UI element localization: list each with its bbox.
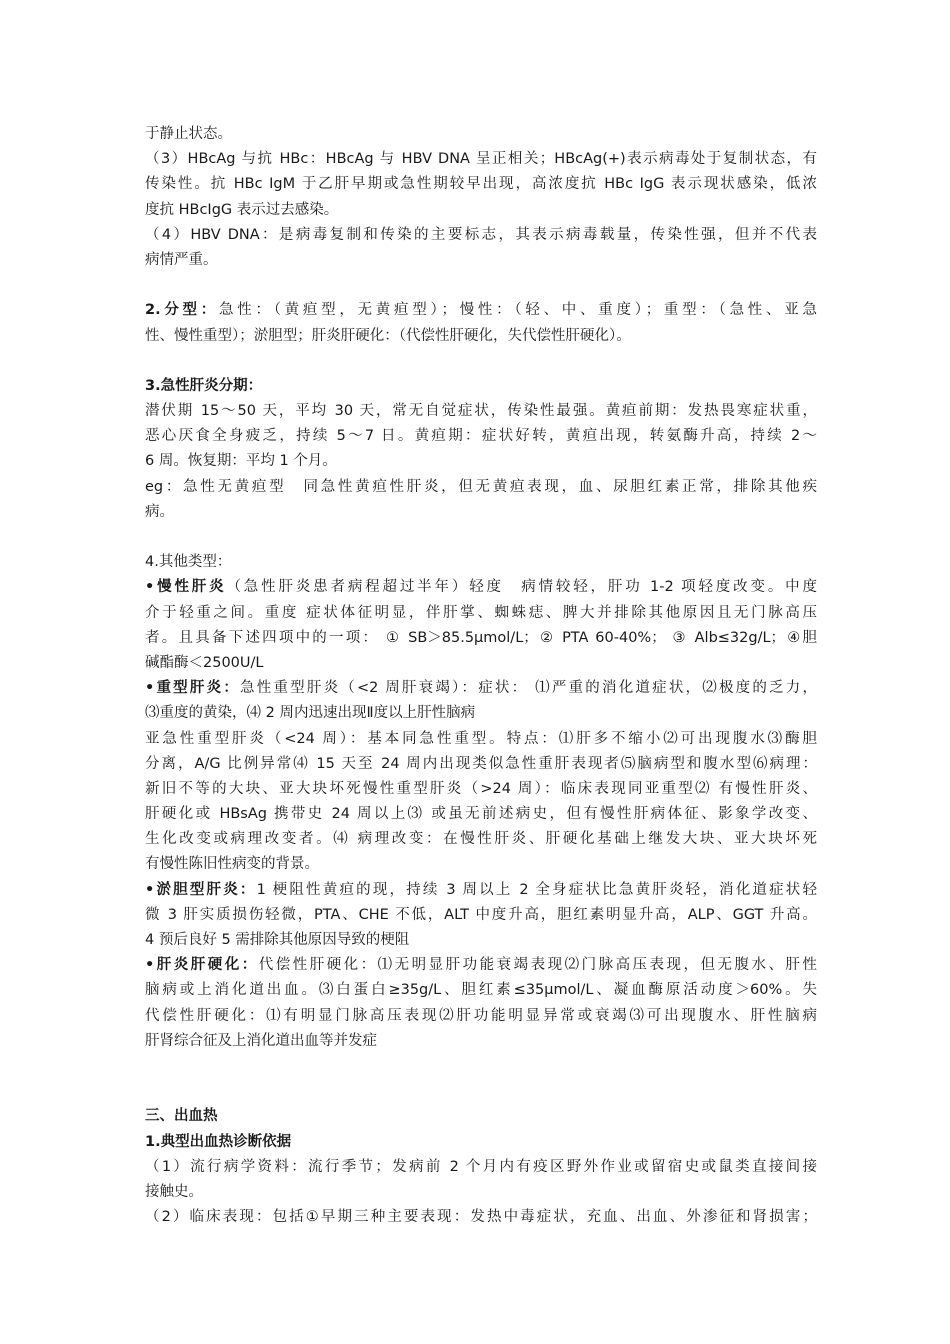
paragraph-spacer — [145, 1079, 817, 1104]
text-line: 介于轻重之间。重度 症状体征明显，伴肝掌、蜘蛛痣、脾大并排除其他原因且无门脉高压 — [145, 604, 817, 621]
chronic-line — [145, 575, 817, 600]
text-line: 亚急性重型肝炎（<24 周）：基本同急性重型。特点：⑴肝多不缩小⑵可出现腹水⑶酶胆 — [145, 730, 817, 747]
severe-line — [145, 676, 817, 701]
classification-line — [145, 298, 817, 323]
cirrhosis-line — [145, 953, 817, 978]
cirrhosis-title: •肝炎肝硬化： — [145, 957, 259, 974]
document-page — [145, 122, 817, 1230]
text-line: 度抗 HBcIgG 表示过去感染。 — [145, 201, 339, 218]
text-span: （急性肝炎患者病程超过半年）轻度 病情较轻，肝功 1-2 项轻度改变。中度 — [226, 579, 817, 596]
text-line: 6 周。恢复期：平均 1 个月。 — [145, 453, 337, 470]
text-line: 肝硬化或 HBsAg 携带史 24 周以上⑶ 或虽无前述病史，但有慢性肝病体征、影象学改变、 — [145, 806, 817, 823]
paragraph-spacer — [145, 273, 817, 298]
paragraph-spacer — [145, 349, 817, 374]
text-line: 有慢性陈旧性病变的背景。 — [145, 856, 319, 873]
text-line: （2）临床表现：包括①早期三种主要表现：发热中毒症状，充血、出血、外渗征和肾损害； — [145, 1209, 817, 1226]
text-line: 生化改变或病理改变者。⑷ 病理改变：在慢性肝炎、肝硬化基础上继发大块、亚大块坏死 — [145, 831, 817, 848]
text-line: （3）HBcAg 与抗 HBc：HBcAg 与 HBV DNA 呈正相关；HBcAg(+)表示病毒处于复制状态，有 — [145, 151, 817, 168]
text-line: 新旧不等的大块、亚大块坏死慢性重型肝炎（>24 周）：临床表现同亚重型⑵ 有慢性肝炎、 — [145, 780, 817, 797]
text-line: 代偿性肝硬化：⑴有明显门脉高压表现⑵肝功能明显异常或衰竭⑶可出现腹水、肝性脑病 — [145, 1007, 817, 1024]
paragraph-spacer — [145, 1054, 817, 1079]
text-line: 恶心厌食全身疲乏，持续 5～7 日。黄疸期：症状好转，黄疸出现，转氨酶升高，持续 2～ — [145, 428, 817, 445]
text-line: 性、慢性重型）；淤胆型；肝炎肝硬化：（代偿性肝硬化，失代偿性肝硬化）。 — [145, 327, 631, 344]
text-line: 微 3 肝实质损伤轻微，PTA、CHE 不低，ALT 中度升高，胆红素明显升高，ALP、GGT 升高。 — [145, 906, 817, 923]
cholestatic-line — [145, 878, 817, 903]
text-line: （1）流行病学资料：流行季节；发病前 2 个月内有疫区野外作业或留宿史或鼠类直接间接 — [145, 1158, 817, 1175]
severe-title: •重型肝炎： — [145, 680, 241, 697]
section-title: 三、出血热 — [145, 1108, 218, 1125]
classification-heading: 2.分型： — [145, 302, 220, 319]
acute-heading: 3.急性肝炎分期： — [145, 377, 263, 394]
paragraph-spacer — [145, 525, 817, 550]
text-line: 脑病或上消化道出血。⑶白蛋白≥35g/L、胆红素≤35μmol/L、凝血酶原活动度＞60%。失 — [145, 982, 817, 999]
cholestatic-title: •淤胆型肝炎： — [145, 881, 257, 898]
text-line: eg：急性无黄疸型 同急性黄疸性肝炎，但无黄疸表现，血、尿胆红素正常，排除其他疾 — [145, 478, 817, 495]
text-line: 分离，A/G 比例异常⑷ 15 天至 24 周内出现类似急性重肝表现者⑸脑病型和腹水型⑹病理： — [145, 755, 817, 772]
text-line: 肝肾综合征及上消化道出血等并发症 — [145, 1032, 377, 1049]
text-span: 代偿性肝硬化：⑴无明显肝功能衰竭表现⑵门脉高压表现，但无腹水、肝性 — [258, 957, 817, 974]
text-line: 传染性。抗 HBc IgM 于乙肝早期或急性期较早出现，高浓度抗 HBc IgG 表示现状感染，低浓 — [145, 176, 817, 193]
text-line: （4）HBV DNA：是病毒复制和传染的主要标志，其表示病毒载量，传染性强，但并不代表 — [145, 226, 817, 243]
text-span: 1 梗阻性黄疸的现，持续 3 周以上 2 全身症状比急黄肝炎轻，消化道症状轻 — [256, 881, 817, 898]
text-line: 接触史。 — [145, 1183, 203, 1200]
text-span: 急性：（黄疸型，无黄疸型）；慢性：（轻、中、重度）；重型：（急性、亚急 — [219, 302, 817, 319]
text-line: 病。 — [145, 503, 174, 520]
text-line: 潜伏期 15～50 天，平均 30 天，常无自觉症状，传染性最强。黄疸前期：发热畏寒症状重， — [145, 403, 817, 420]
chronic-title: •慢性肝炎 — [145, 579, 227, 596]
text-line: 4 预后良好 5 需排除其他原因导致的梗阻 — [145, 932, 410, 948]
text-line: 碱酯酶＜2500U/L — [145, 654, 264, 671]
other-heading: 4.其他类型： — [145, 554, 232, 571]
hemorrhagic-heading: 1.典型出血热诊断依据 — [145, 1133, 292, 1150]
text-span: 急性重型肝炎（<2 周肝衰竭）：症状： ⑴严重的消化道症状，⑵极度的乏力， — [240, 680, 817, 697]
text-line: 病情严重。 — [145, 251, 218, 268]
text-line: 于静止状态。 — [145, 126, 232, 142]
text-line: 者。且具备下述四项中的一项： ① SB＞85.5μmol/L；② PTA 60-40%； ③ Alb≤32g/L；④胆 — [145, 629, 817, 646]
text-line: ⑶重度的黄染，⑷ 2 周内迅速出现Ⅱ度以上肝性脑病 — [145, 705, 476, 722]
